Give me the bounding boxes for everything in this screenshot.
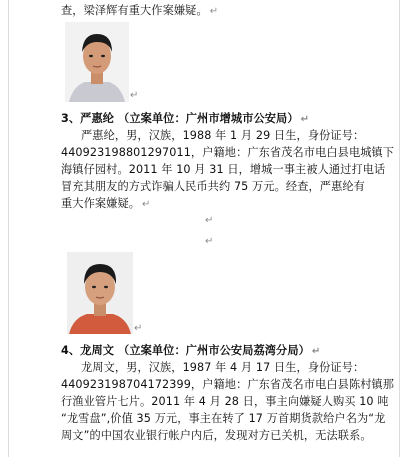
paragraph-mark: ↵ (134, 323, 143, 334)
section3-line-5: 重大作案嫌疑。 ↵ (61, 197, 151, 210)
section4-line-4: “龙雪盘”,价值 35 万元，事主在转了 17 万首期货款给户名为“龙 (61, 412, 386, 425)
section4-line-5: 周文”的中国农业银行帐户内后，发现对方已关机，无法联系。 (61, 429, 372, 442)
section3-line-4: 冒充其朋友的方式诈骗人民币共约 75 万元。经查，严惠纶有 (61, 180, 365, 193)
portrait-photo-icon (67, 252, 133, 334)
section3-heading: 3、严惠纶 （立案单位：广州市增城市公安局） ↵ (61, 112, 310, 125)
section4-line-1: 龙周文，男，汉族，1987 年 4 月 17 日生，身份证号： (81, 361, 365, 374)
paragraph-mark: ↵ (205, 236, 214, 247)
paragraph-mark: ↵ (205, 215, 214, 226)
text-line-top: 查，梁泽辉有重大作案嫌疑。 ↵ (61, 4, 219, 17)
section3-line-2: 440923198801297011，户籍地：广东省茂名市电白县电城镇下 (61, 146, 395, 159)
paragraph-mark: ↵ (130, 90, 139, 101)
section3-line-1: 严惠纶，男，汉族，1988 年 1 月 29 日生，身份证号： (81, 129, 365, 142)
document-page (8, 0, 400, 457)
section4-heading: 4、龙周文 （立案单位：广州市公安局荔湾分局） ↵ (61, 344, 321, 357)
suspect-photo-long (67, 252, 133, 334)
section4-line-3: 行渔业管片七片。2011 年 4 月 28 日，事主向嫌疑人购买 10 吨 (61, 395, 389, 408)
section4-line-2: 440923198704172399，户籍地：广东省茂名市电白县陈村镇那 (61, 378, 395, 391)
section3-line-3: 海镇仔园村。2011 年 10 月 31 日，增城一事主被人通过打电话 (61, 163, 386, 176)
suspect-photo-yan (65, 22, 129, 102)
portrait-photo-icon (65, 22, 129, 102)
